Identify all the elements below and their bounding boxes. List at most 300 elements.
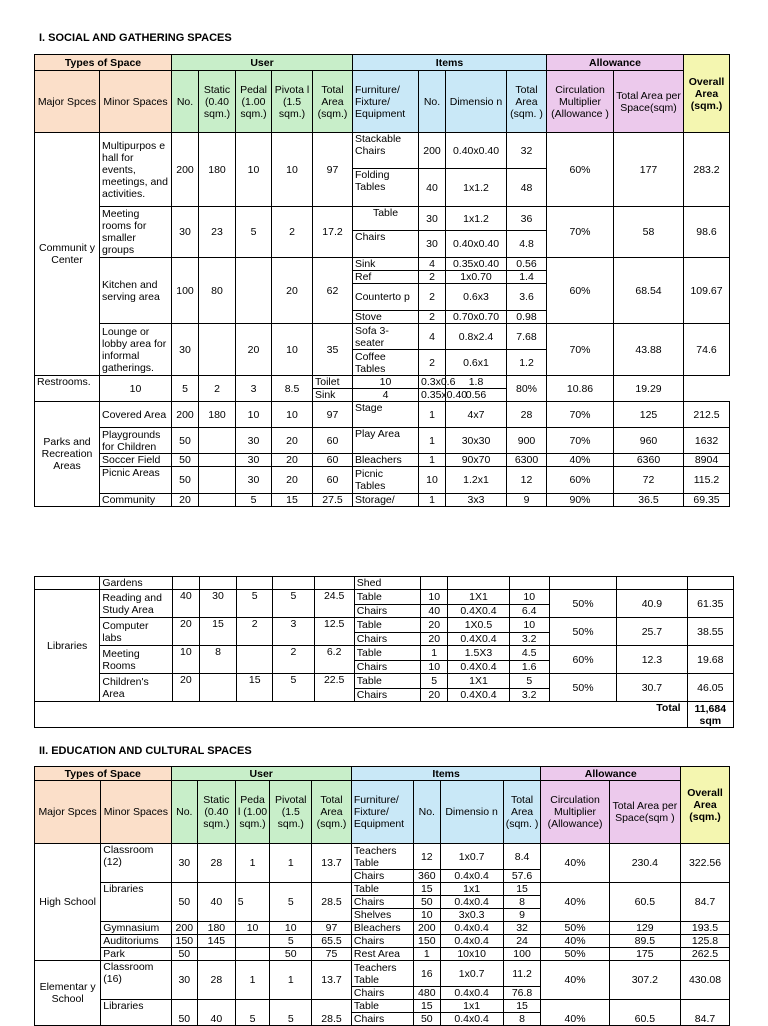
cell: 50	[414, 896, 440, 909]
cell: 200	[171, 922, 197, 935]
cell	[199, 494, 236, 507]
cell: 80%	[507, 376, 547, 402]
cell: 5	[421, 674, 448, 689]
cell: 109.67	[684, 258, 730, 324]
table-row	[35, 324, 730, 350]
cell: 200	[414, 922, 440, 935]
cell: Storage/	[353, 494, 419, 507]
cell: 0.40x0.40	[446, 133, 507, 169]
table-row	[35, 207, 730, 231]
table-row	[35, 646, 734, 661]
major-header: Major Spces	[35, 71, 100, 133]
table-row	[35, 454, 730, 467]
cell: 43.88	[614, 324, 684, 376]
cell: 35	[313, 324, 353, 376]
cell: Chairs	[354, 633, 420, 646]
cell: 10	[421, 661, 448, 674]
cell: 36	[507, 207, 547, 231]
cell: Toilet	[313, 376, 353, 389]
cell: 30	[236, 428, 272, 454]
cell: 10	[421, 590, 448, 605]
cell: 200	[419, 133, 446, 169]
cell	[687, 577, 733, 590]
cell: 262.5	[681, 948, 730, 961]
items-header: Items	[351, 767, 541, 781]
cell: 50	[172, 454, 199, 467]
cell: 1.2x1	[446, 467, 507, 494]
cell: 84.7	[681, 1000, 730, 1026]
cell: 6.2	[314, 646, 354, 674]
section-title-social: I. SOCIAL AND GATHERING SPACES	[39, 32, 232, 44]
major-header: Major Spces	[35, 781, 101, 844]
cell: 9	[503, 909, 541, 922]
cell: 50	[414, 1013, 440, 1026]
cell: 6.4	[509, 605, 549, 618]
table-row	[35, 948, 730, 961]
cell: 60%	[547, 258, 614, 324]
cell: 17.2	[313, 207, 353, 258]
cell: 4.8	[507, 231, 547, 258]
cell: 1	[235, 844, 270, 883]
cell: 27.5	[313, 494, 353, 507]
cell: 10x10	[440, 948, 503, 961]
cell: 20	[272, 258, 313, 324]
cell: 180	[199, 133, 236, 207]
dimension-header: Dimensio n	[446, 71, 507, 133]
cell: 0.35x0.40	[419, 389, 446, 402]
education-spaces-table	[34, 766, 730, 1026]
area-per-space-header: Total Area per Space(sqm )	[609, 781, 680, 844]
cell: 2	[272, 207, 313, 258]
cell: 20	[272, 454, 313, 467]
cell: Sink	[353, 258, 419, 271]
cell: 1	[419, 402, 446, 428]
cell: 0.4X0.4	[448, 633, 509, 646]
cell: 3x0.3	[440, 909, 503, 922]
types-header: Types of Space	[35, 767, 172, 781]
cell: 20	[172, 674, 199, 702]
cell: 8	[503, 1013, 541, 1026]
cell: 12.5	[314, 618, 354, 646]
cell: 13.7	[312, 844, 352, 883]
dimension-header: Dimensio n	[440, 781, 503, 844]
cell: 1632	[684, 428, 730, 454]
cell: 50	[171, 883, 197, 922]
cell: 15	[414, 1000, 440, 1013]
cell: 24	[503, 935, 541, 948]
cell: 0.4x0.4	[440, 896, 503, 909]
cell: 61.35	[687, 590, 733, 618]
cell: 50%	[549, 618, 616, 646]
cell: 5	[172, 376, 199, 402]
cell: 60%	[549, 646, 616, 674]
cell: 12.3	[617, 646, 687, 674]
cell: 40%	[541, 883, 609, 922]
cell: Picnic Tables	[353, 467, 419, 494]
cell: 8	[199, 646, 236, 674]
cell: 360	[414, 870, 440, 883]
cell: 10	[414, 909, 440, 922]
table-row	[35, 577, 734, 590]
cell: 1.5X3	[448, 646, 509, 661]
cell: 72	[614, 467, 684, 494]
cell: 60%	[547, 467, 614, 494]
cell: 40%	[541, 1000, 609, 1026]
allowance-header: Allowance	[547, 55, 684, 71]
cell: 40	[172, 590, 199, 618]
cell: Rest Area	[351, 948, 413, 961]
cell	[199, 454, 236, 467]
table-row	[35, 961, 730, 987]
cell: 58	[614, 207, 684, 258]
cell: Chairs	[354, 661, 420, 674]
major-space-high-school: High School	[35, 844, 101, 961]
cell: 10	[419, 467, 446, 494]
cell: 100	[172, 258, 199, 324]
cell: 1x1.2	[446, 207, 507, 231]
cell: 1X0.5	[448, 618, 509, 633]
table-row	[35, 590, 734, 605]
cell: 4.5	[509, 646, 549, 661]
cell: 1	[270, 844, 312, 883]
minor-space: Meeting rooms for smaller groups	[100, 207, 172, 258]
cell: 15	[503, 883, 541, 896]
pivotal-header: Pivota l (1.5 sqm.)	[272, 71, 313, 133]
pivotal-header: Pivotal (1.5 sqm.)	[270, 781, 312, 844]
cell: 40	[421, 605, 448, 618]
section-title-education: II. EDUCATION AND CULTURAL SPACES	[39, 745, 252, 757]
cell: 10	[236, 402, 272, 428]
minor-space: Meeting Rooms	[100, 646, 172, 674]
cell: 4	[353, 389, 419, 402]
cell: 40	[419, 169, 446, 207]
cell: 10	[100, 376, 172, 402]
cell: 1.8	[446, 376, 507, 389]
cell: 50%	[541, 922, 609, 935]
cell: 1	[270, 961, 312, 1000]
cell: 4x7	[446, 402, 507, 428]
cell: 30	[171, 844, 197, 883]
cell: Stove	[353, 311, 419, 324]
cell: 5	[270, 883, 312, 922]
cell: 2	[237, 618, 273, 646]
cell: 50	[171, 948, 197, 961]
cell: 125.8	[681, 935, 730, 948]
cell: Stage	[353, 402, 419, 428]
user-header: User	[172, 55, 353, 71]
minor-space: Multipurpos e hall for events, meetings, and activities.	[100, 133, 172, 207]
cell: 1	[235, 961, 270, 1000]
cell: 3.6	[507, 284, 547, 311]
table-row	[35, 402, 730, 428]
cell: 40	[198, 1000, 236, 1026]
cell: 1	[419, 428, 446, 454]
cell: 30	[419, 231, 446, 258]
cell: 70%	[547, 402, 614, 428]
table-row	[35, 133, 730, 169]
cell: 40%	[541, 844, 609, 883]
cell: 10	[272, 324, 313, 376]
cell: 1X1	[448, 674, 509, 689]
user-total-header: Total Area (sqm.)	[313, 71, 353, 133]
cell: 22.5	[314, 674, 354, 702]
cell: 10	[272, 402, 313, 428]
cell: 3	[273, 618, 314, 646]
cell: 30.7	[617, 674, 687, 702]
minor-space: Libraries	[101, 1000, 171, 1026]
circulation-header: Circulation Multiplier (Allowance)	[541, 781, 609, 844]
cell: 0.4x0.4	[440, 870, 503, 883]
cell: Chairs	[354, 689, 420, 702]
cell: 80	[199, 258, 236, 324]
cell: 200	[172, 402, 199, 428]
cell: Shelves	[351, 909, 413, 922]
table-row	[35, 376, 730, 389]
table-row	[35, 258, 730, 271]
minor-space: Soccer Field	[100, 454, 172, 467]
cell: 5	[235, 1000, 270, 1026]
cell: 150	[171, 935, 197, 948]
social-spaces-table-continued	[34, 576, 734, 728]
minor-space: Park	[101, 948, 171, 961]
overall-header: Overall Area (sqm.)	[681, 767, 730, 844]
cell: 48	[507, 169, 547, 207]
cell	[235, 935, 270, 948]
cell: 20	[421, 618, 448, 633]
cell: 1x1	[440, 883, 503, 896]
minor-space: Reading and Study Area	[100, 590, 172, 618]
total-value: 11,684 sqm	[687, 702, 733, 728]
table-row	[35, 935, 730, 948]
cell: 1.6	[509, 661, 549, 674]
cell	[199, 577, 236, 590]
cell: 0.4x0.4	[440, 987, 503, 1000]
cell: 50%	[549, 674, 616, 702]
total-row	[35, 702, 734, 728]
minor-space: Children's Area	[100, 674, 172, 702]
cell: 5	[236, 494, 272, 507]
cell: 40%	[547, 454, 614, 467]
table-row	[35, 467, 730, 494]
minor-space: Gardens	[100, 577, 172, 590]
cell: 10	[272, 133, 313, 207]
cell: 5	[509, 674, 549, 689]
cell: 20	[172, 494, 199, 507]
cell: 0.4X0.4	[448, 661, 509, 674]
cell: 90%	[547, 494, 614, 507]
cell: 200	[172, 133, 199, 207]
cell: 98.6	[684, 207, 730, 258]
no-header: No.	[172, 71, 199, 133]
cell: Table	[351, 1000, 413, 1013]
cell: 10	[509, 590, 549, 605]
cell: 28	[507, 402, 547, 428]
circulation-header: Circulation Multiplier (Allowance )	[547, 71, 614, 133]
cell: 307.2	[609, 961, 680, 1000]
cell: 9	[507, 494, 547, 507]
cell: 74.6	[684, 324, 730, 376]
cell	[448, 577, 509, 590]
cell: 322.56	[681, 844, 730, 883]
cell: 60%	[547, 133, 614, 207]
cell: 97	[313, 402, 353, 428]
cell	[421, 577, 448, 590]
cell: Chairs	[351, 1013, 413, 1026]
total-label: Total	[35, 702, 688, 728]
cell: 1.4	[507, 271, 547, 284]
cell: 97	[313, 133, 353, 207]
minor-space: Classroom (16)	[101, 961, 171, 1000]
cell: 3.2	[509, 633, 549, 646]
cell: 212.5	[684, 402, 730, 428]
cell: 20	[272, 467, 313, 494]
cell: 30	[171, 961, 197, 1000]
cell: 70%	[547, 428, 614, 454]
cell: 60	[313, 454, 353, 467]
cell: Bleachers	[351, 922, 413, 935]
table-row	[35, 844, 730, 870]
cell: 15	[199, 618, 236, 646]
cell: Table	[354, 674, 420, 689]
cell: 480	[414, 987, 440, 1000]
cell: 1	[421, 646, 448, 661]
cell	[237, 577, 273, 590]
cell: 90x70	[446, 454, 507, 467]
cell: 50	[172, 467, 199, 494]
static-header: Static (0.40 sqm.)	[199, 71, 236, 133]
minor-space: Auditoriums	[101, 935, 171, 948]
cell: 75	[312, 948, 352, 961]
cell: 28.5	[312, 1000, 352, 1026]
cell: 5	[237, 590, 273, 618]
cell	[235, 948, 270, 961]
cell: 60	[313, 467, 353, 494]
cell: 1	[419, 494, 446, 507]
cell: 23	[199, 207, 236, 258]
cell: 30x30	[446, 428, 507, 454]
cell: 7.68	[507, 324, 547, 350]
cell: 0.4x0.4	[440, 935, 503, 948]
cell: 76.8	[503, 987, 541, 1000]
cell: 1	[414, 948, 440, 961]
cell: 50	[270, 948, 312, 961]
types-header: Types of Space	[35, 55, 172, 71]
cell: 30	[172, 207, 199, 258]
cell: 2	[273, 646, 314, 674]
cell: Teachers Table	[351, 961, 413, 987]
cell: Shed	[354, 577, 420, 590]
pedal-header: Peda l (1.00 sqm.)	[235, 781, 270, 844]
area-per-space-header: Total Area per Space(sqm)	[614, 71, 684, 133]
cell: 30	[419, 207, 446, 231]
cell: Table	[353, 207, 419, 231]
cell: 60	[313, 428, 353, 454]
cell	[199, 674, 236, 702]
cell: 1x0.70	[446, 271, 507, 284]
static-header: Static (0.40 sqm.)	[198, 781, 236, 844]
cell: Chairs	[351, 870, 413, 883]
user-total-header: Total Area (sqm.)	[312, 781, 352, 844]
cell	[314, 577, 354, 590]
cell: 180	[199, 402, 236, 428]
cell: 10	[236, 133, 272, 207]
cell	[237, 646, 273, 674]
minor-space: Computer labs	[100, 618, 172, 646]
cell: 0.6x1	[446, 350, 507, 376]
cell: 13.7	[312, 961, 352, 1000]
item-no-header: No.	[414, 781, 440, 844]
cell: Chairs	[354, 605, 420, 618]
allowance-header: Allowance	[541, 767, 681, 781]
cell: 4	[419, 324, 446, 350]
cell: Chairs	[351, 896, 413, 909]
table-row	[35, 883, 730, 896]
cell: 97	[312, 922, 352, 935]
cell: 2	[199, 376, 236, 402]
table-row	[35, 618, 734, 633]
cell: Chairs	[351, 935, 413, 948]
cell: 6360	[614, 454, 684, 467]
cell: 0.56	[507, 258, 547, 271]
social-spaces-table	[34, 54, 730, 507]
cell: Coffee Tables	[353, 350, 419, 376]
cell: 8.5	[272, 376, 313, 402]
cell: 0.4X0.4	[448, 605, 509, 618]
minor-space: Covered Area	[100, 402, 172, 428]
cell: 193.5	[681, 922, 730, 935]
table-row	[35, 674, 734, 689]
cell: 11.2	[503, 961, 541, 987]
cell	[273, 577, 314, 590]
cell	[172, 577, 199, 590]
cell: 40%	[541, 935, 609, 948]
cell: 20	[272, 428, 313, 454]
cell: 1X1	[448, 590, 509, 605]
header-row-groups	[35, 767, 730, 781]
cell: 430.08	[681, 961, 730, 1000]
minor-space: Kitchen and serving area	[100, 258, 172, 324]
cell: Play Area	[353, 428, 419, 454]
cell: 8904	[684, 454, 730, 467]
cell: 10	[235, 922, 270, 935]
cell: 32	[507, 133, 547, 169]
minor-space: Libraries	[101, 883, 171, 922]
cell: 50%	[541, 948, 609, 961]
cell: Chairs	[353, 231, 419, 258]
cell: 15	[503, 1000, 541, 1013]
major-space-parks: Parks and Recreation Areas	[35, 402, 100, 507]
cell: 10.86	[547, 376, 614, 402]
cell: 115.2	[684, 467, 730, 494]
cell: 10	[172, 646, 199, 674]
cell: 0.98	[507, 311, 547, 324]
cell: 145	[198, 935, 236, 948]
cell: 15	[237, 674, 273, 702]
cell: 129	[609, 922, 680, 935]
cell: 4	[419, 258, 446, 271]
cell: 180	[198, 922, 236, 935]
cell	[509, 577, 549, 590]
cell: 0.4X0.4	[448, 689, 509, 702]
cell: 28	[198, 844, 236, 883]
cell: 5	[273, 674, 314, 702]
cell: 3x3	[446, 494, 507, 507]
cell: 5	[270, 935, 312, 948]
cell: 230.4	[609, 844, 680, 883]
cell: 960	[614, 428, 684, 454]
cell: 68.54	[614, 258, 684, 324]
header-row-columns	[35, 781, 730, 844]
